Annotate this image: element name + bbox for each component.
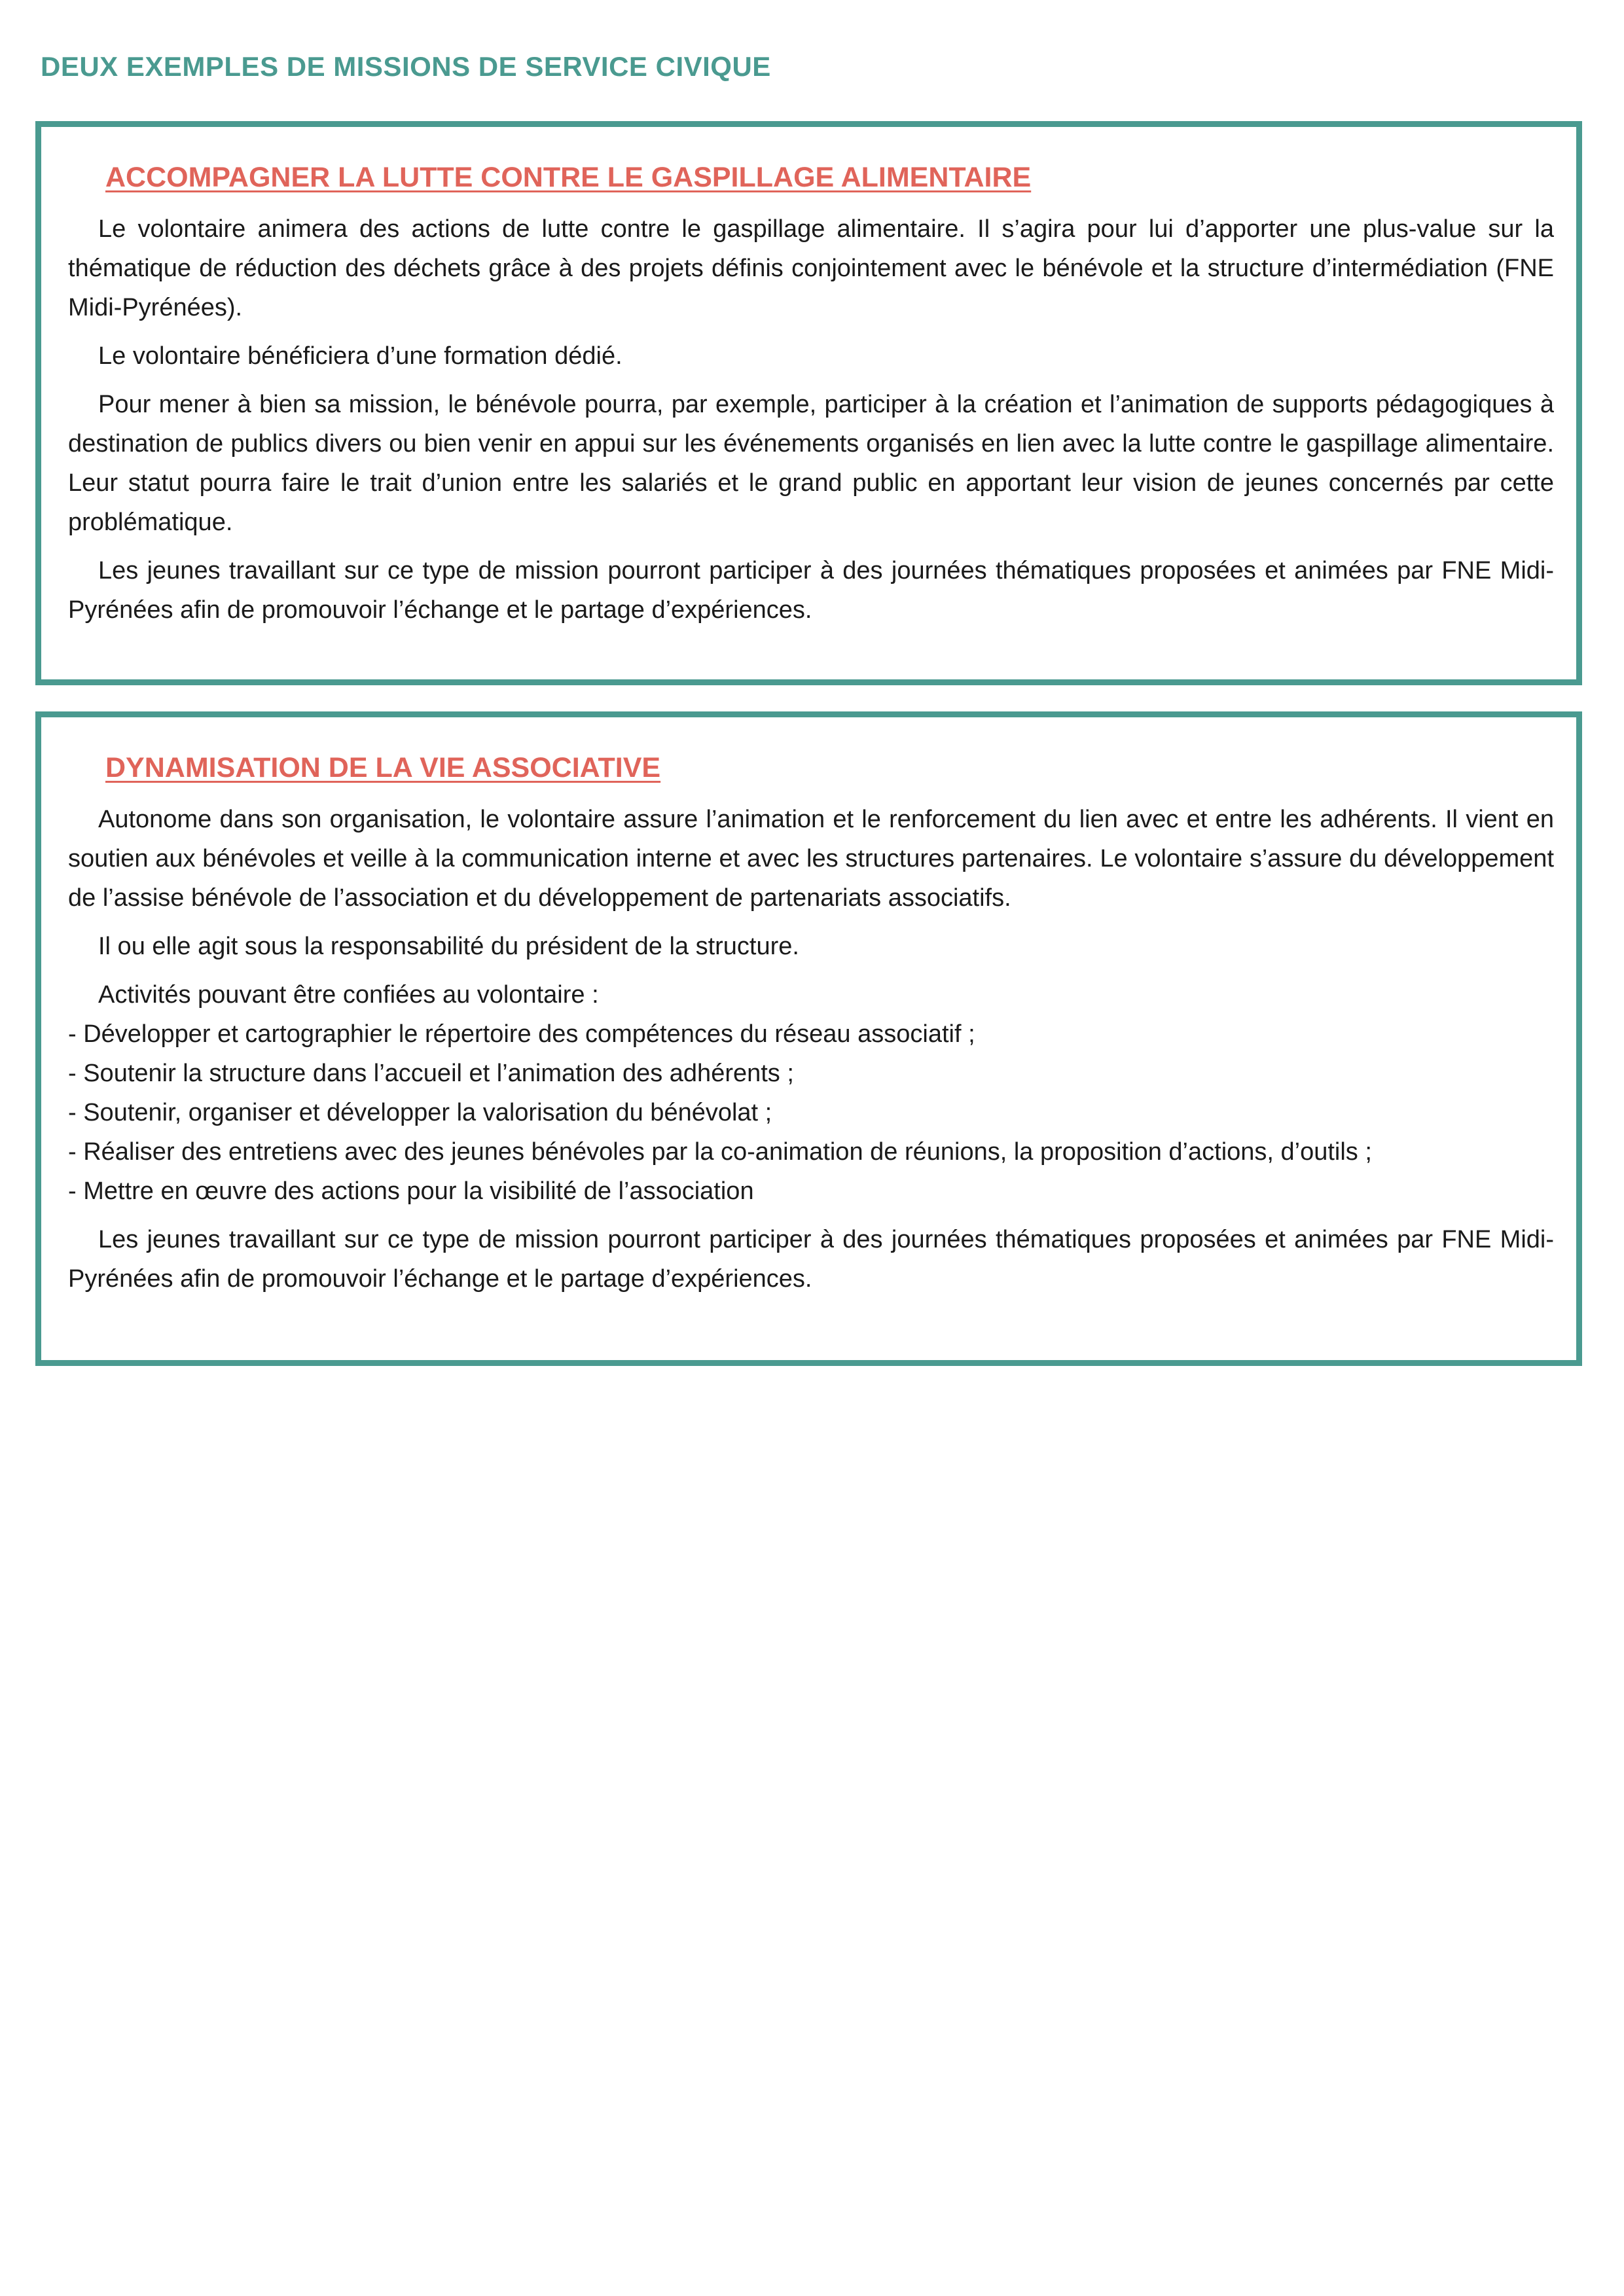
activity-list [68,1014,1554,1211]
mission-box-vie-associative [35,711,1582,1366]
mission-paragraph: Pour mener à bien sa mission, le bénévole pourra, par exemple, participer à la création et l’animation de supports pédagogiques à destination de publics divers ou bien venir en appui sur les événements organisés en lien avec la lutte contre le gaspillage alimentaire. Leur statut pourra faire le trait d’union entre les salariés et le grand public en apportant leur vision de jeunes concernés par cette problématique. [68,391,1554,536]
activities-block [68,975,1554,1211]
activity-item: - Réaliser des entretiens avec des jeunes bénévoles par la co-animation de réunions, la proposition d’actions, d’outils ; [68,1138,1372,1166]
mission-paragraph: Le volontaire animera des actions de lutte contre le gaspillage alimentaire. Il s’agira pour lui d’apporter une plus-value sur la thématique de réduction des déchets grâce à des projets définis conjointement avec le bénévole et la structure d’intermédiation (FNE Midi-Pyrénées). [68,215,1554,321]
mission-paragraph: Autonome dans son organisation, le volontaire assure l’animation et le renforcement du lien avec et entre les adhérents. Il vient en soutien aux bénévoles et veille à la communication interne et avec les structures partenaires. Le volontaire s’assure du développement de l’assise bénévole de l’association et du développement de partenariats associatifs. [68,806,1554,912]
mission-paragraph: Il ou elle agit sous la responsabilité du président de la structure. [98,933,799,960]
activity-item: - Développer et cartographier le répertoire des compétences du réseau associatif ; [68,1020,975,1048]
mission-heading: DYNAMISATION DE LA VIE ASSOCIATIVE [105,752,661,783]
activity-item: - Mettre en œuvre des actions pour la visibilité de l’association [68,1177,754,1205]
activity-item: - Soutenir la structure dans l’accueil et l’animation des adhérents ; [68,1060,794,1087]
mission-body [68,209,1554,630]
mission-paragraph: Les jeunes travaillant sur ce type de mission pourront participer à des journées thématiques proposées et animées par FNE Midi-Pyrénées afin de promouvoir l’échange et le partage d’expériences. [68,557,1554,624]
mission-heading: ACCOMPAGNER LA LUTTE CONTRE LE GASPILLAGE ALIMENTAIRE [105,162,1032,193]
activities-intro: Activités pouvant être confiées au volontaire : [98,981,599,1009]
mission-paragraph: Le volontaire bénéficiera d’une formation dédié. [98,342,623,370]
page-title: DEUX EXEMPLES DE MISSIONS DE SERVICE CIVIQUE [41,51,771,82]
mission-box-gaspillage [35,121,1582,685]
mission-body [68,800,1554,1299]
mission-closing: Les jeunes travaillant sur ce type de mission pourront participer à des journées thématiques proposées et animées par FNE Midi-Pyrénées afin de promouvoir l’échange et le partage d’expériences. [68,1226,1554,1293]
activity-item: - Soutenir, organiser et développer la valorisation du bénévolat ; [68,1099,772,1126]
